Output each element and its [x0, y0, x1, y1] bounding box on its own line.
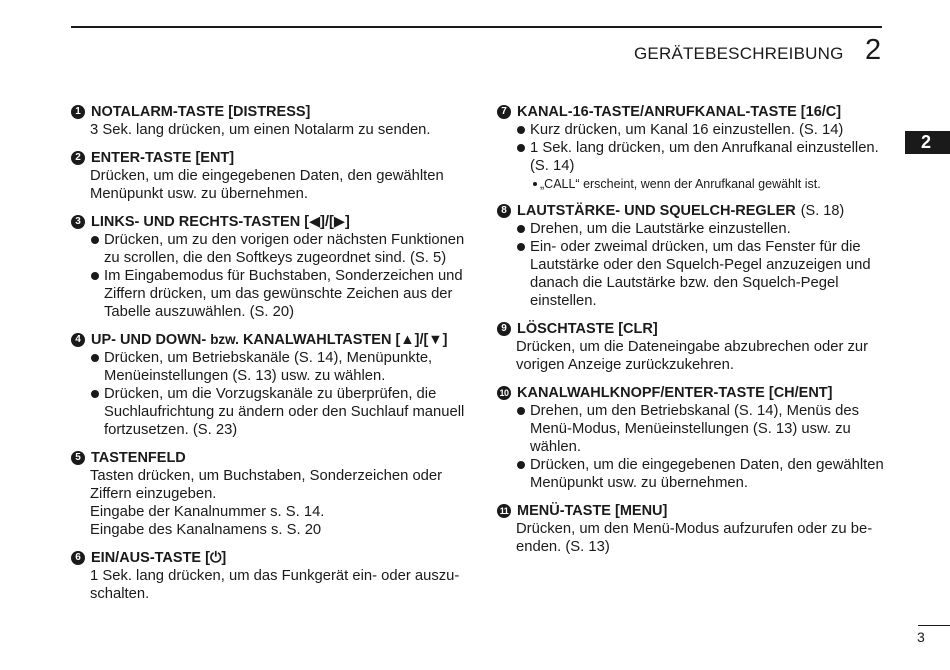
bullet-line: 1 Sek. lang drücken, um den Anrufkanal einzustellen. [530, 140, 879, 156]
section-3 [71, 213, 471, 321]
chapter-side-tab: 2 [905, 131, 950, 154]
bullet-item [516, 139, 892, 175]
bullet-line: Drücken, um zu den vorigen oder nächsten Funktionen [104, 232, 465, 248]
section-4 [71, 331, 471, 439]
bullet-line: Menü-Modus, Menüeinstellungen (S. 13) usw. zu [530, 421, 851, 437]
section-heading [71, 331, 471, 349]
section-title-reference: (S. 18) [800, 203, 845, 219]
bullet-dot-icon [517, 144, 525, 152]
bullet-dot-icon [91, 236, 99, 244]
bullet-dot-icon [517, 126, 525, 134]
bullet-dot-icon [91, 390, 99, 398]
bullet-line: Lautstärke oder den Squelch-Pegel anzuzeigen und [530, 257, 871, 273]
bullet-line: einstellen. [530, 293, 597, 309]
section-title: ENTER-TASTE [ENT] [91, 150, 235, 166]
bullet-list [71, 349, 471, 439]
text-line: enden. (S. 13) [516, 539, 610, 555]
bullet-dot-icon [517, 243, 525, 251]
section-title: LÖSCHTASTE [CLR] [517, 321, 658, 337]
sub-note-text: „CALL“ erscheint, wenn der Anrufkanal gewählt ist. [540, 177, 821, 191]
bullet-item [90, 231, 471, 267]
small-bullet-icon [533, 182, 537, 186]
section-number-badge: 4 [71, 333, 85, 347]
section-number-badge: 1 [71, 105, 85, 119]
section-heading [497, 320, 892, 338]
text-line: Ziffern einzugeben. [90, 486, 217, 502]
bullet-item [516, 456, 892, 492]
bullet-dot-icon [517, 407, 525, 415]
section-text [71, 467, 471, 539]
section-1 [71, 103, 471, 139]
section-10 [497, 384, 892, 492]
section-heading [71, 449, 471, 467]
section-8 [497, 202, 892, 310]
bullet-item [516, 220, 892, 238]
bullet-line: Tabelle auszuwählen. (S. 20) [104, 304, 295, 320]
section-6 [71, 549, 471, 603]
top-rule [71, 26, 882, 28]
text-line: Tasten drücken, um Buchstaben, Sonderzeichen oder [90, 468, 443, 484]
section-number-badge: 11 [497, 504, 511, 518]
section-number-badge: 8 [497, 204, 511, 218]
text-line: Eingabe des Kanalnamens s. S. 20 [90, 522, 322, 538]
bullet-line: fortzusetzen. (S. 23) [104, 422, 238, 438]
text-line: schalten. [90, 586, 150, 602]
bullet-item [516, 402, 892, 456]
bullet-line: danach die Lautstärke bzw. den Squelch-Pegel [530, 275, 839, 291]
bullet-item [516, 121, 892, 139]
section-number-badge: 9 [497, 322, 511, 336]
bullet-dot-icon [91, 272, 99, 280]
bullet-line: Drücken, um Betriebskanäle (S. 14), Menüpunkte, [104, 350, 433, 366]
chapter-number: 2 [865, 34, 882, 66]
text-line: Drücken, um den Menü-Modus aufzurufen oder zu be- [516, 521, 873, 537]
text-line: 3 Sek. lang drücken, um einen Notalarm zu senden. [90, 122, 431, 138]
section-title: TASTENFELD [91, 450, 186, 466]
section-2 [71, 149, 471, 203]
section-heading [497, 502, 892, 520]
text-line: 1 Sek. lang drücken, um das Funkgerät ein- oder auszu- [90, 568, 460, 584]
section-11 [497, 502, 892, 556]
section-text [71, 567, 471, 603]
section-text [497, 520, 892, 556]
bullet-line: Drücken, um die Vorzugskanäle zu überprüfen, die [104, 386, 437, 402]
text-line: Menüpunkt usw. zu übernehmen. [90, 186, 308, 202]
section-number-badge: 3 [71, 215, 85, 229]
section-text [71, 167, 471, 203]
section-number-badge: 5 [71, 451, 85, 465]
section-heading [497, 202, 892, 220]
section-title-part: bzw. [210, 332, 239, 347]
section-title: MENÜ-TASTE [MENU] [517, 503, 668, 519]
section-number-badge: 6 [71, 551, 85, 565]
section-number-badge: 10 [497, 386, 511, 400]
bullet-line: (S. 14) [530, 158, 575, 174]
bullet-line: Drücken, um die eingegebenen Daten, den gewählten [530, 457, 884, 473]
right-column [497, 103, 892, 566]
bullet-line: Menüeinstellungen (S. 13) usw. zu wählen. [104, 368, 386, 384]
page-section-title: GERÄTEBESCHREIBUNG [634, 44, 844, 63]
bullet-line: Ein- oder zweimal drücken, um das Fenster für die [530, 239, 861, 255]
section-title: NOTALARM-TASTE [DISTRESS] [91, 104, 311, 120]
bullet-line: Drehen, um die Lautstärke einzustellen. [530, 221, 791, 237]
section-title-part: KANALWAHLTASTEN [▲]/[▼] [242, 332, 448, 348]
section-number-badge: 2 [71, 151, 85, 165]
bullet-line: Drehen, um den Betriebskanal (S. 14), Menüs des [530, 403, 859, 419]
left-column [71, 103, 471, 613]
section-text [71, 121, 471, 139]
bullet-line: wählen. [530, 439, 582, 455]
sub-note [497, 176, 892, 192]
section-title: KANAL-16-TASTE/ANRUFKANAL-TASTE [16/C] [517, 104, 842, 120]
section-title: EIN/AUS-TASTE [⏻] [91, 550, 227, 566]
section-heading [71, 149, 471, 167]
section-number-badge: 7 [497, 105, 511, 119]
bullet-dot-icon [517, 461, 525, 469]
section-heading [71, 213, 471, 231]
text-line: vorigen Anzeige zurückzukehren. [516, 357, 734, 373]
page-number: 3 [917, 629, 925, 645]
bullet-list [497, 220, 892, 310]
bullet-line: Im Eingabemodus für Buchstaben, Sonderzeichen und [104, 268, 463, 284]
bullet-item [90, 267, 471, 321]
bullet-item [516, 238, 892, 310]
bullet-line: zu scrollen, die den Softkeys zugeordnet sind. (S. 5) [104, 250, 447, 266]
text-line: Drücken, um die Dateneingabe abzubrechen oder zur [516, 339, 869, 355]
bullet-dot-icon [517, 225, 525, 233]
bullet-list [497, 121, 892, 175]
bullet-line: Menüpunkt usw. zu übernehmen. [530, 475, 748, 491]
bullet-line: Kurz drücken, um Kanal 16 einzustellen. (S. 14) [530, 122, 844, 138]
bullet-line: Ziffern drücken, um das gewünschte Zeichen aus der [104, 286, 453, 302]
text-line: Drücken, um die eingegebenen Daten, den gewählten [90, 168, 444, 184]
bullet-list [497, 402, 892, 492]
section-7 [497, 103, 892, 192]
section-5 [71, 449, 471, 539]
section-heading [71, 103, 471, 121]
bullet-item [90, 385, 471, 439]
bullet-item [90, 349, 471, 385]
section-heading [497, 103, 892, 121]
section-title: LAUTSTÄRKE- UND SQUELCH-REGLER [517, 203, 796, 219]
section-title: KANALWAHLKNOPF/ENTER-TASTE [CH/ENT] [517, 385, 833, 401]
bullet-dot-icon [91, 354, 99, 362]
section-heading [497, 384, 892, 402]
section-9 [497, 320, 892, 374]
bullet-line: Suchlaufrichtung zu ändern oder den Suchlauf manuell [104, 404, 465, 420]
section-title-part: UP- UND DOWN- [91, 332, 207, 348]
text-line: Eingabe der Kanalnummer s. S. 14. [90, 504, 325, 520]
section-title: LINKS- UND RECHTS-TASTEN [◀]/[▶] [91, 214, 350, 230]
bullet-list [71, 231, 471, 321]
section-heading [71, 549, 471, 567]
page-number-rule [918, 625, 950, 626]
section-text [497, 338, 892, 374]
